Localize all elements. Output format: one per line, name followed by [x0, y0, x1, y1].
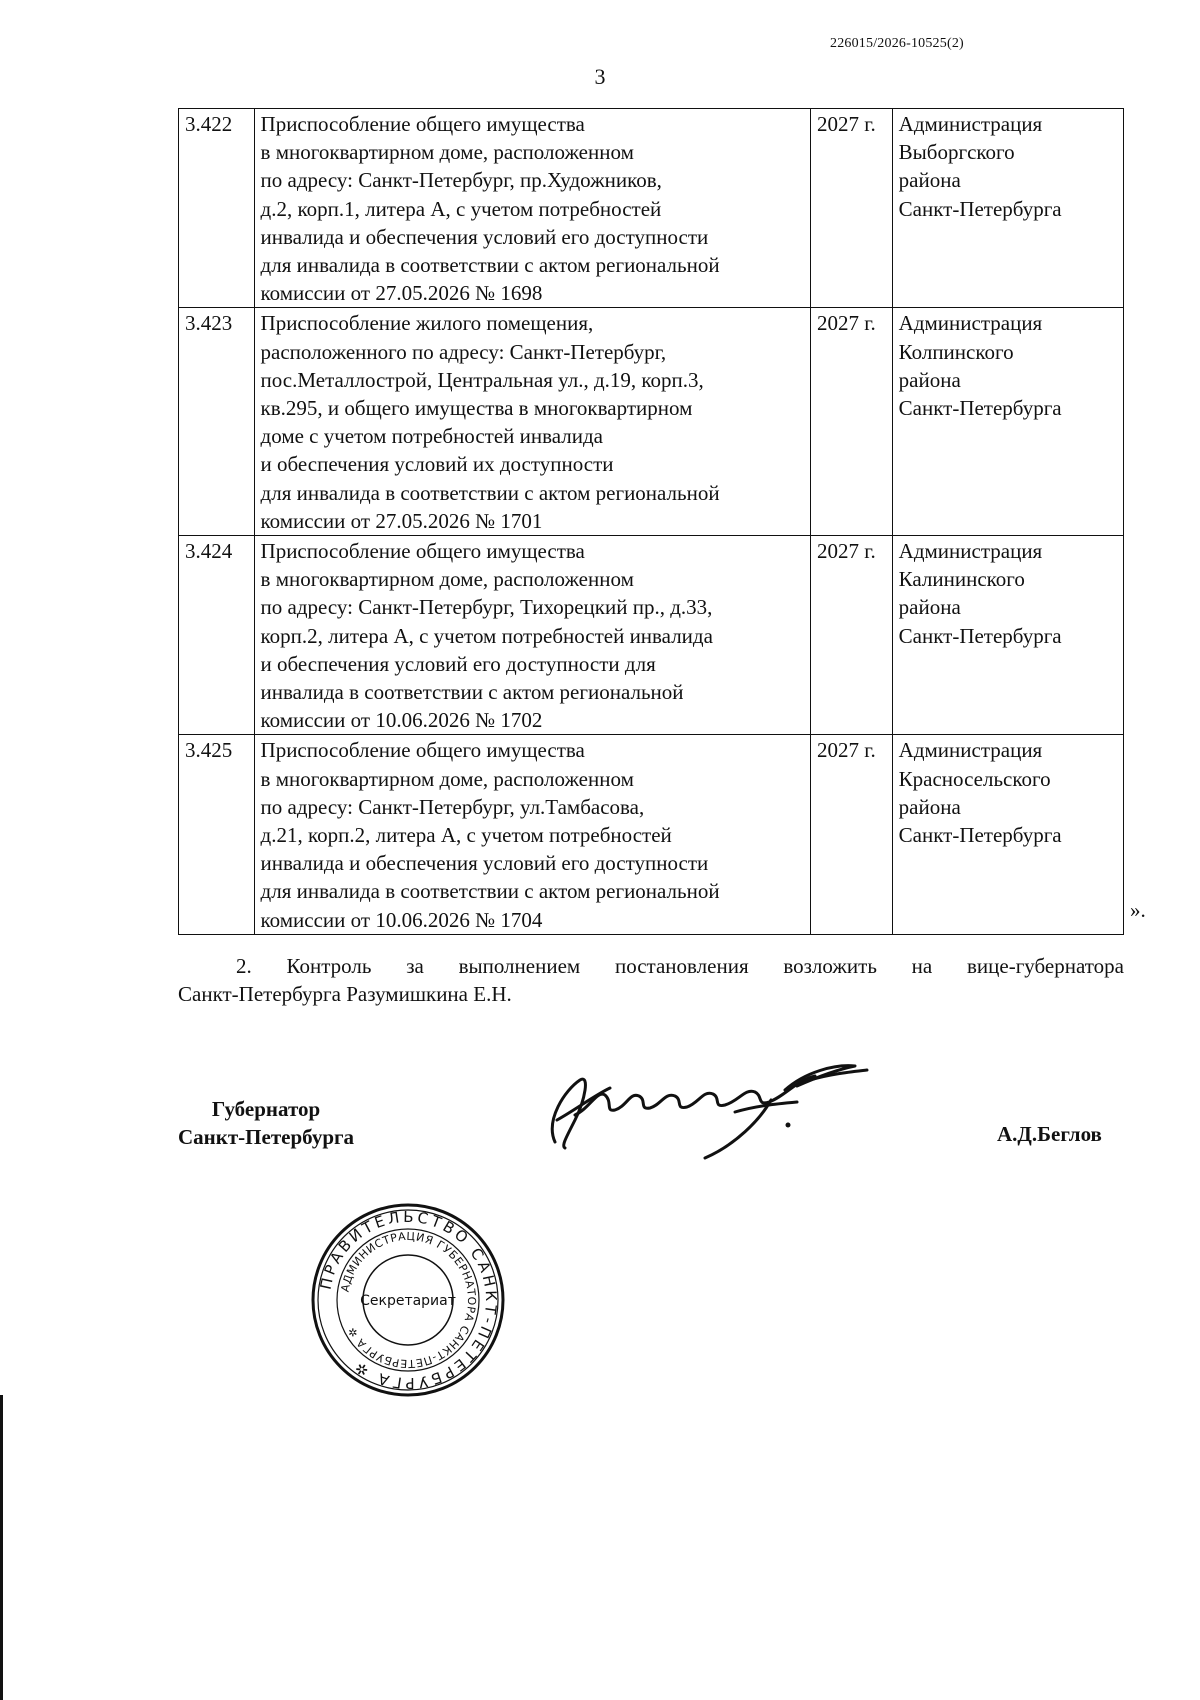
responsible-line: Санкт-Петербурга	[898, 196, 1062, 221]
signatory-name: А.Д.Беглов	[997, 1122, 1102, 1146]
svg-text:АДМИНИСТРАЦИЯ ГУБЕРНАТОРА САНК: АДМИНИСТРАЦИЯ ГУБЕРНАТОРА САНКТ-ПЕТЕРБУРГА ✲	[338, 1229, 479, 1371]
item-number: 3.425	[179, 735, 255, 934]
description-line: доме с учетом потребностей инвалида	[260, 424, 603, 449]
item-year: 2027 г.	[810, 735, 892, 934]
responsible-line: Администрация	[898, 539, 1043, 564]
handwritten-signature	[535, 1050, 915, 1165]
description-line: инвалида и обеспечения условий его доступности	[260, 851, 709, 876]
item-responsible	[892, 308, 1123, 536]
description-line: расположенного по адресу: Санкт-Петербург,	[260, 339, 667, 364]
description-line: пос.Металлострой, Центральная ул., д.19, корп.3,	[260, 367, 704, 392]
svg-text:Секретариат: Секретариат	[360, 1293, 456, 1309]
signatory-title-line-2: Санкт-Петербурга	[178, 1125, 355, 1149]
description-line: Приспособление общего имущества	[260, 738, 585, 763]
description-line: комиссии от 10.06.2026 № 1702	[260, 708, 543, 733]
responsible-line: Санкт-Петербурга	[898, 396, 1062, 421]
description-line: комиссии от 27.05.2026 № 1701	[260, 508, 543, 533]
responsible-line: Колпинского	[898, 339, 1014, 364]
item-description	[254, 735, 810, 934]
item-responsible	[892, 536, 1123, 735]
responsible-line: Красносельского	[898, 766, 1051, 791]
official-seal	[308, 1200, 508, 1405]
description-line: инвалида в соответствии с актом региональной	[260, 680, 684, 705]
responsible-line: Санкт-Петербурга	[898, 823, 1062, 848]
plan-table	[178, 108, 1124, 935]
description-line: и обеспечения условий их доступности	[260, 452, 614, 477]
paragraph-line-1: 2. Контроль за выполнением постановления возложить на вице-губернатора	[236, 954, 1124, 978]
item-description	[254, 109, 810, 308]
item-description	[254, 308, 810, 536]
description-line: Приспособление общего имущества	[260, 539, 585, 564]
item-responsible	[892, 735, 1123, 934]
item-year: 2027 г.	[810, 536, 892, 735]
responsible-line: Администрация	[898, 112, 1043, 136]
item-year: 2027 г.	[810, 308, 892, 536]
closing-quote: ».	[1130, 898, 1146, 922]
description-line: кв.295, и общего имущества в многоквартирном	[260, 396, 693, 421]
description-line: по адресу: Санкт-Петербург, пр.Художников,	[260, 168, 662, 193]
description-line: по адресу: Санкт-Петербург, Тихорецкий пр., д.33,	[260, 595, 713, 620]
description-line: в многоквартирном доме, расположенном	[260, 140, 634, 165]
description-line: для инвалида в соответствии с актом региональной	[260, 480, 720, 505]
responsible-line: Калининского	[898, 567, 1025, 592]
item-description	[254, 536, 810, 735]
description-line: и обеспечения условий его доступности для	[260, 651, 656, 676]
responsible-line: района	[898, 168, 961, 193]
control-paragraph	[178, 952, 1124, 1008]
signatory-title-line-1: Губернатор	[211, 1097, 321, 1121]
item-number: 3.423	[179, 308, 255, 536]
description-line: корп.2, литера А, с учетом потребностей инвалида	[260, 623, 713, 648]
responsible-line: района	[898, 595, 961, 620]
responsible-line: района	[898, 367, 961, 392]
item-number: 3.424	[179, 536, 255, 735]
responsible-line: Санкт-Петербурга	[898, 623, 1062, 648]
responsible-line: Администрация	[898, 311, 1043, 336]
description-line: инвалида и обеспечения условий его доступности	[260, 224, 709, 249]
description-line: Приспособление общего имущества	[260, 112, 585, 136]
description-line: комиссии от 10.06.2026 № 1704	[260, 907, 543, 932]
description-line: Приспособление жилого помещения,	[260, 311, 594, 336]
item-responsible	[892, 109, 1123, 308]
scan-edge-mark	[0, 1395, 3, 1700]
description-line: для инвалида в соответствии с актом региональной	[260, 879, 720, 904]
doc-number: 226015/2026-10525(2)	[830, 36, 964, 51]
description-line: д.2, корп.1, литера А, с учетом потребностей	[260, 196, 662, 221]
signatory-title	[178, 1095, 354, 1151]
description-line: комиссии от 27.05.2026 № 1698	[260, 281, 543, 306]
description-line: д.21, корп.2, литера А, с учетом потребностей	[260, 823, 672, 848]
description-line: в многоквартирном доме, расположенном	[260, 766, 634, 791]
paragraph-line-2: Санкт-Петербурга Разумишкина Е.Н.	[178, 982, 512, 1006]
table-row	[179, 109, 1124, 308]
item-year: 2027 г.	[810, 109, 892, 308]
page-number: 3	[594, 64, 606, 89]
description-line: по адресу: Санкт-Петербург, ул.Тамбасова,	[260, 794, 645, 819]
table-row	[179, 536, 1124, 735]
responsible-line: района	[898, 794, 961, 819]
responsible-line: Администрация	[898, 738, 1043, 763]
table-row	[179, 735, 1124, 934]
svg-text:ПРАВИТЕЛЬСТВО САНКТ-ПЕТЕРБУРГА: ПРАВИТЕЛЬСТВО САНКТ-ПЕТЕРБУРГА ✲	[316, 1207, 501, 1393]
item-number: 3.422	[179, 109, 255, 308]
table-row	[179, 308, 1124, 536]
description-line: для инвалида в соответствии с актом региональной	[260, 253, 720, 278]
responsible-line: Выборгского	[898, 140, 1015, 165]
description-line: в многоквартирном доме, расположенном	[260, 567, 634, 592]
